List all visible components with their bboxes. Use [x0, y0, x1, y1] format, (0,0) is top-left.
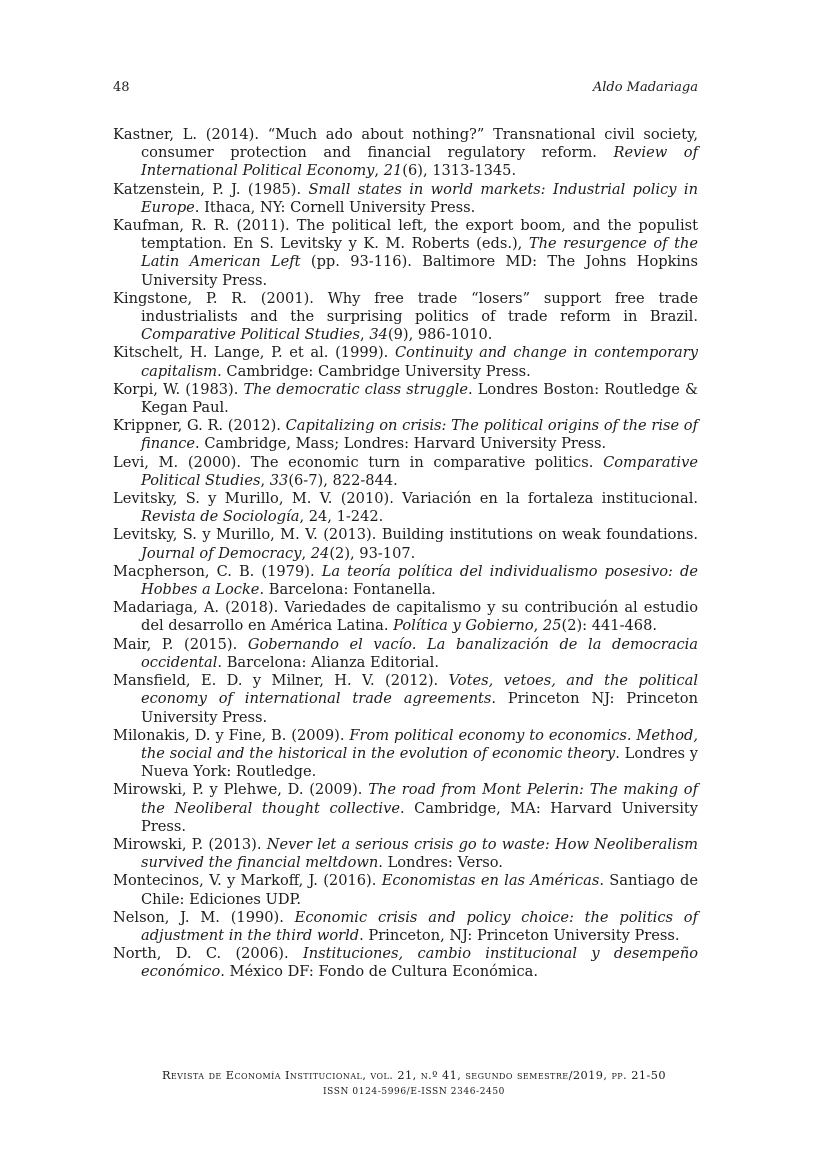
reference-text-segment: . Princeton NJ: Princeton University Press.	[141, 690, 698, 726]
reference-text-segment: (pp. 93-116). Baltimore MD: The Johns Hopkins University Press.	[141, 253, 698, 289]
reference-text-segment: Krippner, G. R. (2012).	[113, 417, 286, 435]
reference-italic-segment: Journal of Democracy	[141, 544, 302, 562]
reference-text-segment: Levitsky, S. y Murillo, M. V. (2010). Variación en la fortaleza institucional.	[113, 490, 698, 508]
reference-italic-segment: The democratic class struggle	[243, 380, 468, 398]
reference-italic-segment: Revista de Sociología	[141, 508, 300, 526]
reference-italic-segment: 21	[383, 162, 403, 180]
reference-entry	[113, 563, 698, 599]
reference-italic-segment: Comparative Political Studies	[141, 326, 361, 344]
reference-text-segment: ,	[533, 617, 543, 635]
reference-italic-segment: The resurgence of the Latin American Left	[141, 235, 698, 271]
reference-entry	[113, 181, 698, 217]
reference-italic-segment: Instituciones, cambio institucional y desempeño económico	[141, 945, 699, 981]
reference-entry	[113, 672, 698, 727]
reference-text-segment: (9), 986-1010.	[387, 326, 493, 344]
reference-text-segment: . Princeton, NJ: Princeton University Press.	[359, 926, 680, 944]
reference-text-segment: ,	[301, 544, 311, 562]
reference-text-segment: . Cambridge, MA: Harvard University Press.	[141, 799, 698, 835]
reference-entry	[113, 217, 698, 290]
reference-text-segment: (6-7), 822-844.	[288, 471, 398, 489]
reference-entry	[113, 836, 698, 872]
reference-entry	[113, 945, 698, 981]
reference-text-segment: Katzenstein, P. J. (1985).	[113, 180, 309, 198]
reference-text-segment: (2): 441-468.	[561, 617, 658, 635]
reference-text-segment: Mansfield, E. D. y Milner, H. V. (2012).	[113, 672, 449, 690]
reference-italic-segment: 25	[542, 617, 562, 635]
reference-text-segment: Macpherson, C. B. (1979).	[113, 562, 322, 580]
page-number: 48	[113, 80, 130, 95]
reference-italic-segment: Capitalizing on crisis: The political origins of the rise of finance	[141, 417, 698, 453]
reference-text-segment: Kaufman, R. R. (2011). The political left, the export boom, and the populist temptation. En S. Levitsky y K. M. Roberts (eds.),	[113, 217, 698, 253]
reference-italic-segment: Continuity and change in contemporary capitalism	[141, 344, 698, 380]
reference-italic-segment: Economic crisis and policy choice: the politics of adjustment in the third world	[141, 908, 698, 944]
reference-text-segment: . Cambridge, Mass; Londres: Harvard University Press.	[195, 435, 607, 453]
reference-italic-segment: Review of International Political Economy	[141, 144, 698, 180]
reference-text-segment: . Londres: Verso.	[378, 854, 503, 872]
reference-entry	[113, 417, 698, 453]
reference-text-segment: (6), 1313-1345.	[402, 162, 517, 180]
reference-italic-segment: From political economy to economics. Method, the social and the historical in the evolution of economic theory	[141, 726, 698, 762]
reference-italic-segment: Never let a serious crisis go to waste: How Neoliberalism survived the financial meltdown	[141, 835, 698, 872]
reference-text-segment: Mirowski, P. y Plehwe, D. (2009).	[113, 781, 369, 799]
reference-entry	[113, 290, 698, 345]
reference-entry	[113, 636, 698, 672]
reference-italic-segment: Economistas en las Américas	[381, 872, 600, 890]
reference-italic-segment: 33	[269, 471, 289, 489]
reference-italic-segment: Política y Gobierno	[393, 617, 534, 635]
reference-text-segment: , 24, 1-242.	[299, 508, 384, 526]
reference-italic-segment: The road from Mont Pelerin: The making of the Neoliberal thought collective	[141, 781, 698, 817]
reference-entry	[113, 909, 698, 945]
reference-text-segment: . Barcelona: Fontanella.	[259, 581, 436, 599]
running-head-author: Aldo Madariaga	[592, 80, 698, 95]
reference-text-segment: Kitschelt, H. Lange, P. et al. (1999).	[113, 344, 395, 362]
reference-entry	[113, 599, 698, 635]
reference-text-segment: Kingstone, P. R. (2001). Why free trade “losers” support free trade industrialists and the surprising politics of trade reform in Brazil.	[113, 289, 698, 326]
reference-entry	[113, 490, 698, 526]
reference-text-segment: (2), 93-107.	[329, 544, 416, 562]
reference-text-segment: . Londres Boston: Routledge & Kegan Paul.	[141, 380, 698, 417]
reference-text-segment: . Londres y Nueva York: Routledge.	[141, 744, 699, 781]
reference-entry	[113, 727, 698, 782]
reference-italic-segment: Comparative Political Studies	[141, 453, 698, 489]
reference-text-segment: . Santiago de Chile: Ediciones UDP.	[141, 872, 699, 908]
reference-text-segment: Mair, P. (2015).	[113, 635, 248, 653]
reference-text-segment: Levi, M. (2000). The economic turn in comparative politics.	[113, 453, 604, 471]
reference-text-segment: . México DF: Fondo de Cultura Económica.	[220, 963, 538, 981]
reference-text-segment: Kastner, L. (2014). “Much ado about nothing?” Transnational civil society, consumer protection and financial regulatory reform.	[113, 126, 698, 162]
reference-entry	[113, 872, 698, 908]
reference-text-segment: Levitsky, S. y Murillo, M. V. (2013). Building institutions on weak foundations.	[113, 526, 698, 544]
reference-entry	[113, 454, 698, 490]
footer-journal-citation: Revista de Economía Institucional, vol. 21, n.º 41, segundo semestre/2019, pp. 21-50	[161, 1069, 667, 1082]
reference-entry	[113, 381, 698, 417]
reference-entry	[113, 126, 698, 181]
reference-italic-segment: La teoría política del individualismo posesivo: de Hobbes a Locke	[141, 562, 699, 599]
reference-text-segment: ,	[260, 471, 270, 489]
reference-text-segment: . Cambridge: Cambridge University Press.	[217, 362, 531, 380]
footer-issn: ISSN 0124-5996/E-ISSN 2346-2450	[322, 1087, 506, 1097]
reference-text-segment: . Barcelona: Alianza Editorial.	[217, 653, 439, 671]
reference-italic-segment: Votes, vetoes, and the political economy of international trade agreements	[141, 672, 698, 708]
reference-text-segment: Korpi, W. (1983).	[113, 380, 244, 398]
reference-italic-segment: Small states in world markets: Industrial policy in Europe	[141, 180, 699, 216]
reference-text-segment: Nelson, J. M. (1990).	[113, 908, 295, 926]
reference-list	[113, 126, 698, 982]
reference-text-segment: North, D. C. (2006).	[113, 945, 303, 963]
reference-text-segment: Madariaga, A. (2018). Variedades de capitalismo y su contribución al estudio del desarrollo en América Latina.	[113, 599, 698, 635]
reference-italic-segment: 24	[310, 544, 330, 562]
reference-text-segment: Montecinos, V. y Markoff, J. (2016).	[113, 872, 382, 890]
reference-entry	[113, 344, 698, 380]
reference-text-segment: Mirowski, P. (2013).	[113, 835, 267, 853]
reference-entry	[113, 526, 698, 562]
reference-text-segment: ,	[374, 162, 384, 180]
reference-entry	[113, 781, 698, 836]
reference-italic-segment: Gobernando el vacío. La banalización de la democracia occidental	[141, 635, 699, 671]
reference-italic-segment: 34	[369, 326, 388, 344]
reference-text-segment: Milonakis, D. y Fine, B. (2009).	[113, 726, 350, 744]
reference-text-segment: . Ithaca, NY: Cornell University Press.	[194, 198, 476, 216]
reference-text-segment: ,	[360, 326, 370, 344]
